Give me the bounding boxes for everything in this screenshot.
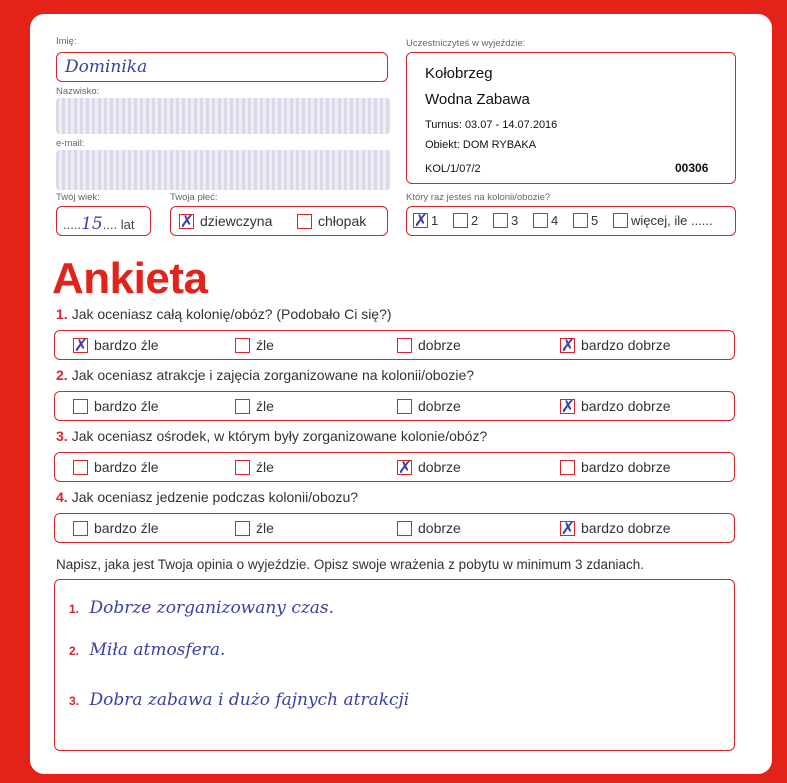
plec-label-chlopak: chłopak [318,213,367,230]
question-3-title [56,428,487,444]
ktory-raz-option-2[interactable] [453,212,478,228]
label-imie: Imię: [56,36,77,47]
question-text: Jak oceniasz jedzenie podczas kolonii/obozu? [71,489,359,505]
checkbox-wiecej[interactable] [613,213,628,228]
answer-label: bardzo dobrze [581,459,671,476]
answer-option[interactable] [235,519,274,536]
wiek-suffix: .... lat [102,217,135,232]
answer-option[interactable] [397,457,461,478]
ktory-raz-field [406,206,736,236]
label-plec: Twoja płeć: [170,192,218,203]
option-label-1: 1 [431,213,439,229]
opinion-line-3 [69,690,409,710]
plec-option-dziewczyna[interactable] [179,211,273,232]
checkbox-2[interactable] [453,213,468,228]
answer-label: bardzo dobrze [581,520,671,537]
check-mark-icon: ✗ [179,211,195,232]
option-label-wiecej: więcej, ile ...... [631,213,713,229]
answer-label: dobrze [418,520,461,537]
question-text: Jak oceniasz całą kolonię/obóz? (Podobało Ci się?) [71,306,392,322]
check-mark-icon: ✗ [560,335,576,356]
opinion-num: 3. [69,694,80,708]
ktory-raz-option-4[interactable] [533,212,558,228]
question-4-title [56,489,358,505]
opinion-text: Miła atmosfera. [89,640,226,660]
check-mark-icon: ✗ [560,396,576,417]
check-mark-icon: ✗ [413,211,429,232]
answer-option[interactable] [73,458,159,475]
answer-checkbox[interactable] [397,399,412,414]
option-label-5: 5 [591,213,599,229]
plec-option-chlopak[interactable] [297,212,366,229]
opinion-line-2 [69,640,225,660]
question-2-answers [54,391,735,421]
ktory-raz-option-wiecej[interactable] [613,212,713,228]
survey-sheet [30,14,772,774]
opinion-field[interactable] [54,579,735,751]
checkbox-3[interactable] [493,213,508,228]
answer-label: źle [256,459,274,476]
nazwisko-redacted [56,98,391,134]
question-number: 1. [56,306,68,322]
answer-checkbox[interactable] [235,460,250,475]
answer-option[interactable] [560,396,671,417]
opinion-text: Dobra zabawa i dużo fajnych atrakcji [89,690,410,710]
answer-checkbox[interactable] [73,521,88,536]
question-text: Jak oceniasz atrakcje i zajęcia zorganizowane na kolonii/obozie? [71,367,475,383]
answer-option[interactable] [73,335,159,356]
opinion-text: Dobrze zorganizowany czas. [89,598,335,618]
plec-label-dziewczyna: dziewczyna [200,213,273,230]
label-ktory-raz: Który raz jesteś na kolonii/obozie? [406,192,551,203]
question-number: 3. [56,428,68,444]
opinion-line-1 [69,598,334,618]
check-mark-icon: ✗ [73,335,89,356]
answer-checkbox[interactable] [235,338,250,353]
answer-label: dobrze [418,459,461,476]
ktory-raz-option-5[interactable] [573,212,598,228]
email-redacted [56,150,391,190]
option-label-2: 2 [471,213,479,229]
label-nazwisko: Nazwisko: [56,86,100,97]
answer-label: bardzo źle [94,520,159,537]
answer-checkbox[interactable] [73,399,88,414]
answer-label: bardzo dobrze [581,398,671,415]
trip-name: Wodna Zabawa [425,91,530,108]
checkbox-1[interactable] [413,211,429,232]
answer-option[interactable] [73,397,159,414]
answer-option[interactable] [73,519,159,536]
imie-value: Dominika [65,57,148,77]
wiek-value: 15 [81,214,103,234]
opinion-prompt: Napisz, jaka jest Twoja opinia o wyjeździe. Opisz swoje wrażenia z pobytu w minimum 3 zdaniach. [56,557,645,572]
question-1-answers [54,330,735,360]
answer-checkbox[interactable] [235,399,250,414]
answer-checkbox[interactable] [560,335,576,356]
check-mark-icon: ✗ [560,518,576,539]
answer-checkbox[interactable] [235,521,250,536]
trip-code: KOL/1/07/2 [425,163,481,175]
wiek-field[interactable] [56,206,151,236]
option-label-3: 3 [511,213,519,229]
answer-option[interactable] [235,336,274,353]
answer-option[interactable] [235,458,274,475]
option-label-4: 4 [551,213,559,229]
trip-city: Kołobrzeg [425,65,493,82]
answer-option[interactable] [560,518,671,539]
label-email: e-mail: [56,138,85,149]
answer-label: bardzo dobrze [581,337,671,354]
answer-checkbox[interactable] [560,460,575,475]
checkbox-5[interactable] [573,213,588,228]
wiek-prefix: ..... [63,217,82,232]
answer-option[interactable] [397,519,461,536]
answer-label: źle [256,398,274,415]
answer-option[interactable] [560,458,671,475]
question-number: 2. [56,367,68,383]
answer-option[interactable] [560,335,671,356]
answer-checkbox[interactable] [560,396,576,417]
answer-checkbox[interactable] [560,518,576,539]
question-number: 4. [56,489,68,505]
opinion-num: 2. [69,644,80,658]
answer-checkbox[interactable] [397,338,412,353]
label-uczestniczysz: Uczestniczyteś w wyjeździe: [406,38,526,49]
plec-field [170,206,388,236]
question-1-title [56,306,392,322]
check-mark-icon: ✗ [397,457,413,478]
checkbox-4[interactable] [533,213,548,228]
question-2-title [56,367,474,383]
question-3-answers [54,452,735,482]
label-wiek: Twój wiek: [56,192,100,203]
ktory-raz-option-1[interactable] [413,211,439,232]
answer-label: źle [256,337,274,354]
trip-number: 00306 [675,161,709,175]
answer-option[interactable] [235,397,274,414]
answer-checkbox[interactable] [73,460,88,475]
answer-label: dobrze [418,398,461,415]
opinion-num: 1. [69,602,80,616]
checkbox-dziewczyna[interactable] [179,211,195,232]
checkbox-chlopak[interactable] [297,214,312,229]
answer-checkbox[interactable] [397,457,413,478]
answer-option[interactable] [397,397,461,414]
answer-label: bardzo źle [94,398,159,415]
answer-label: bardzo źle [94,337,159,354]
trip-info-box [406,52,736,184]
answer-checkbox[interactable] [73,335,89,356]
trip-turnus: Turnus: 03.07 - 14.07.2016 [425,119,558,131]
answer-label: dobrze [418,337,461,354]
answer-option[interactable] [397,336,461,353]
answer-label: źle [256,520,274,537]
answer-checkbox[interactable] [397,521,412,536]
trip-obiekt: Obiekt: DOM RYBAKA [425,139,537,151]
imie-field[interactable] [56,52,388,82]
page-title: Ankieta [52,254,208,303]
question-4-answers [54,513,735,543]
question-text: Jak oceniasz ośrodek, w którym były zorganizowane kolonie/obóz? [71,428,488,444]
ktory-raz-option-3[interactable] [493,212,518,228]
answer-label: bardzo źle [94,459,159,476]
